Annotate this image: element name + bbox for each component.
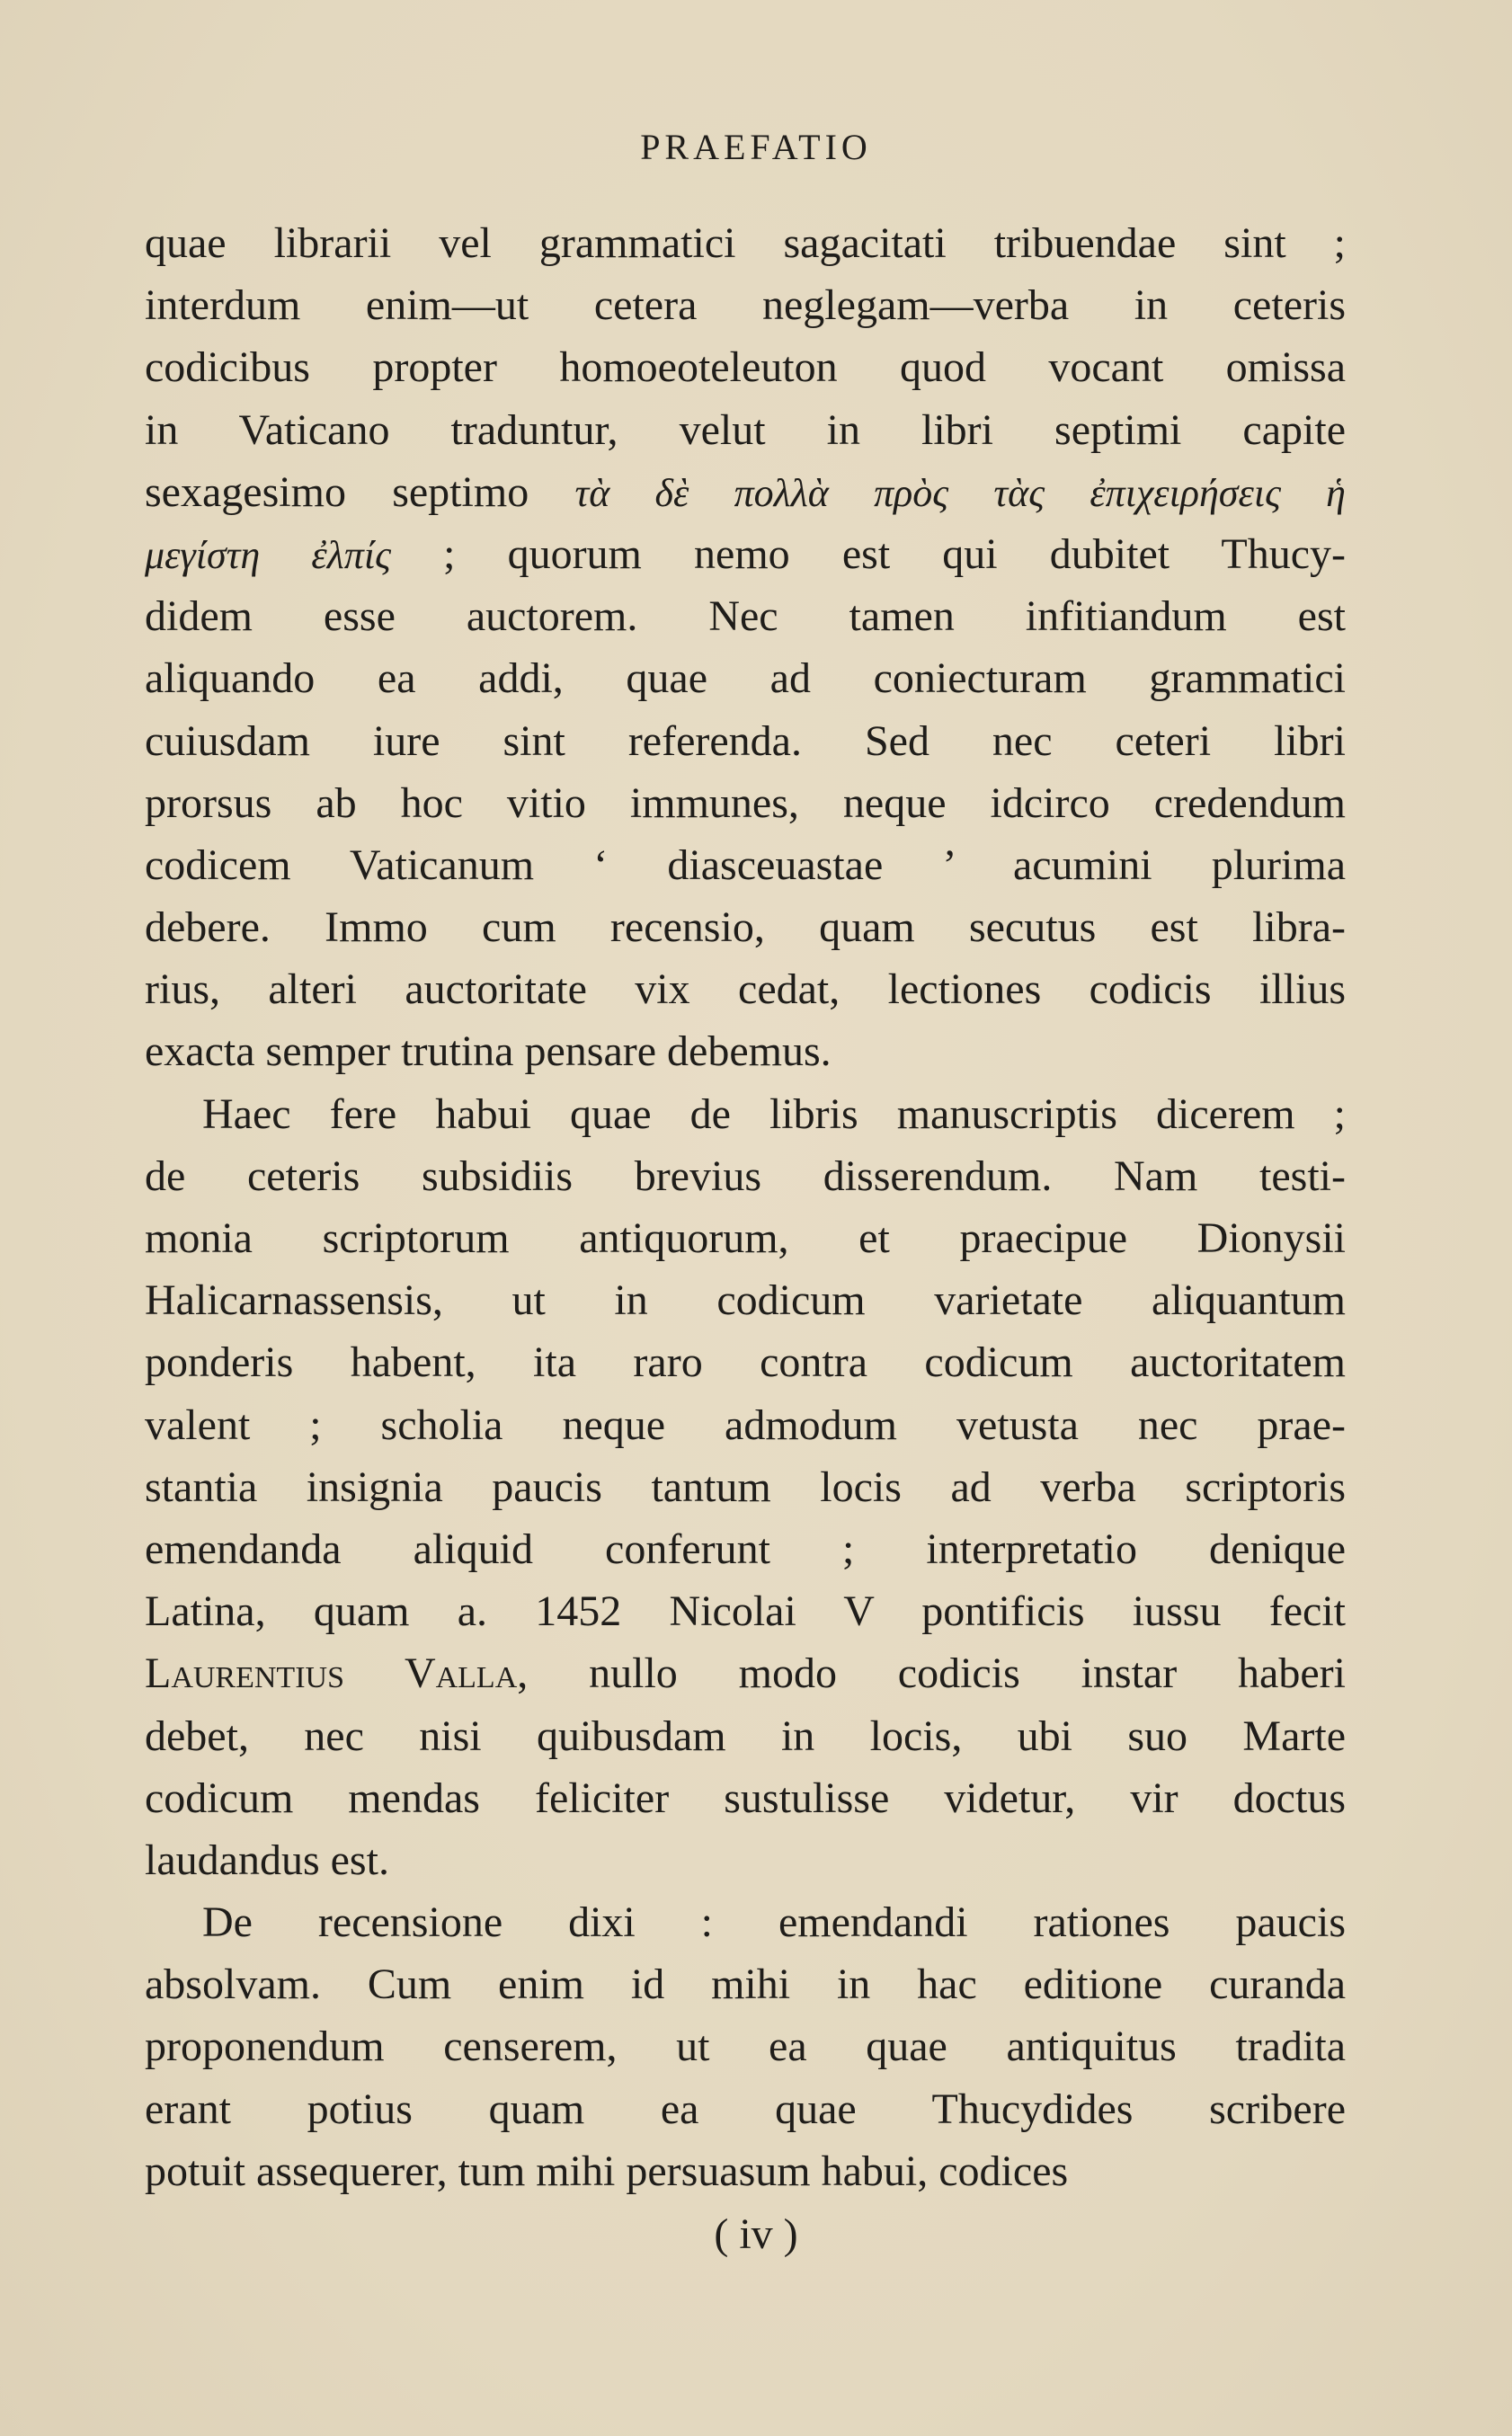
text-segment: de ceteris subsidiis brevius disserendum. Nam testi- <box>145 1151 1346 1200</box>
text-segment: Halicarnassensis, ut in codicum varietate aliquantum <box>145 1276 1346 1325</box>
text-line <box>145 523 1346 585</box>
text-segment: laudandus est. <box>145 1836 389 1884</box>
text-segment: codicibus propter homoeoteleuton quod vocant omissa <box>145 343 1346 392</box>
text-segment: absolvam. Cum enim id mihi in hac editione curanda <box>145 1960 1346 2009</box>
text-line <box>145 958 1346 1020</box>
text-segment: codicem Vaticanum ‘ diasceuastae ’ acumini plurima <box>145 840 1346 889</box>
text-line <box>145 461 1346 523</box>
text-segment: proponendum censerem, ut ea quae antiquitus tradita <box>145 2023 1346 2071</box>
text-line <box>145 1891 1346 1953</box>
text-line <box>145 647 1346 709</box>
text-line <box>145 2078 1346 2140</box>
text-segment: ponderis habent, ita raro contra codicum auctoritatem <box>145 1338 1346 1387</box>
paragraph <box>145 1083 1346 1891</box>
text-segment: emendanda aliquid conferunt ; interpretatio denique <box>145 1525 1346 1573</box>
running-head: PRAEFATIO <box>640 127 872 167</box>
text-segment: cuiusdam iure sint referenda. Sed nec ceteri libri <box>145 716 1346 765</box>
page-number: ( iv ) <box>714 2210 798 2258</box>
text-line <box>145 336 1346 398</box>
text-line <box>145 896 1346 958</box>
text-line <box>145 1767 1346 1829</box>
text-line <box>145 1145 1346 1207</box>
text-line <box>145 2140 1346 2202</box>
text-segment: rius, alteri auctoritate vix cedat, lectiones codicis illius <box>145 965 1346 1014</box>
text-line <box>145 2015 1346 2077</box>
text-segment: interdum enim—ut cetera neglegam—verba in ceteris <box>145 281 1346 330</box>
text-segment: debet, nec nisi quibusdam in locis, ubi suo Marte <box>145 1711 1346 1760</box>
text-segment: sexagesimo septimo <box>145 467 575 516</box>
text-line <box>145 274 1346 336</box>
text-line <box>145 212 1346 274</box>
text-line <box>145 399 1346 461</box>
text-segment: prorsus ab hoc vitio immunes, neque idcirco credendum <box>145 778 1346 827</box>
text-segment: valent ; scholia neque admodum vetusta nec prae- <box>145 1400 1346 1449</box>
text-line <box>145 834 1346 896</box>
text-line <box>145 1269 1346 1331</box>
paragraph <box>145 1891 1346 2202</box>
text-segment: codicum mendas feliciter sustulisse videtur, vir doctus <box>145 1774 1346 1822</box>
text-line <box>145 1829 1346 1891</box>
text-line <box>145 1518 1346 1580</box>
text-line <box>145 1705 1346 1767</box>
text-segment: , nullo modo codicis instar haberi <box>517 1649 1346 1698</box>
text-segment: potuit assequerer, tum mihi persuasum habui, codices <box>145 2147 1069 2195</box>
greek-quotation: μεγίστη ἐλπίς <box>145 532 391 577</box>
text-segment: erant potius quam ea quae Thucydides scribere <box>145 2085 1346 2133</box>
text-line <box>145 1580 1346 1642</box>
text-line <box>145 772 1346 834</box>
text-line <box>145 1020 1346 1082</box>
text-segment: stantia insignia paucis tantum locis ad verba scriptoris <box>145 1462 1346 1511</box>
text-segment: quae librarii vel grammatici sagacitati tribuendae sint ; <box>145 219 1346 267</box>
text-line <box>145 1953 1346 2015</box>
paragraph <box>145 212 1346 1083</box>
text-segment: debere. Immo cum recensio, quam secutus est libra- <box>145 903 1346 952</box>
text-segment: didem esse auctorem. Nec tamen infitiandum est <box>145 592 1346 641</box>
text-segment: exacta semper trutina pensare debemus. <box>145 1027 832 1076</box>
body-text <box>145 212 1346 2202</box>
text-segment: Latina, quam a. 1452 Nicolai V pontificis iussu fecit <box>145 1587 1346 1636</box>
text-segment: monia scriptorum antiquorum, et praecipue Dionysii <box>145 1214 1346 1262</box>
text-segment: ; quorum nemo est qui dubitet Thucy- <box>390 529 1346 578</box>
text-line <box>145 1331 1346 1393</box>
text-line <box>145 710 1346 772</box>
text-segment: aliquando ea addi, quae ad coniecturam grammatici <box>145 654 1346 703</box>
text-line <box>145 1394 1346 1456</box>
text-segment: in Vaticano traduntur, velut in libri septimi capite <box>145 405 1346 454</box>
text-line <box>145 1207 1346 1269</box>
text-line <box>145 585 1346 647</box>
text-line <box>145 1083 1346 1145</box>
greek-quotation: τὰ δὲ πολλὰ πρὸς τὰς ἐπιχειρήσεις ἡ <box>574 470 1347 515</box>
text-line <box>145 1642 1346 1704</box>
text-segment: De recensione dixi : emendandi rationes paucis <box>202 1898 1346 1947</box>
text-line <box>145 1456 1346 1518</box>
author-name: Laurentius Valla <box>145 1649 518 1698</box>
text-segment: Haec fere habui quae de libris manuscriptis dicerem ; <box>202 1089 1346 1138</box>
